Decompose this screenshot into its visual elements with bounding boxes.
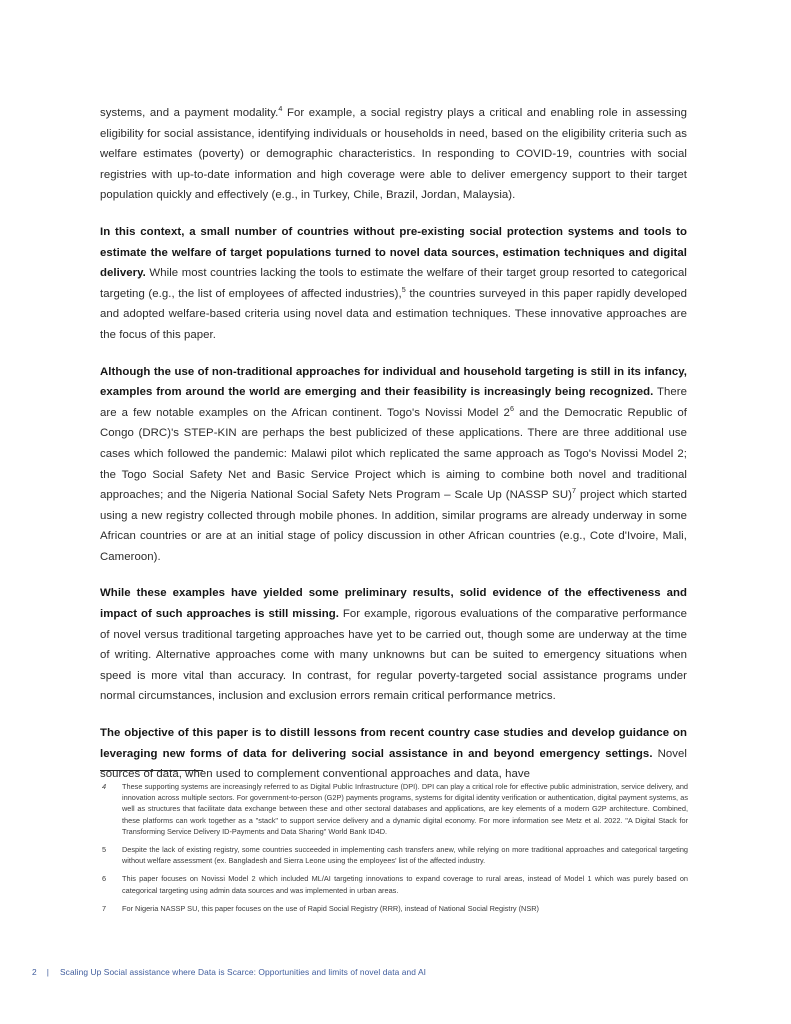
paragraph-2-text: the countries surveyed in this paper rapidly developed and adopted welfare-based criteria using novel data and estimation techniques. These innovative approaches are the focus of this paper.	[100, 287, 687, 341]
paragraph-1-text-pre: systems, and a payment modality.	[100, 107, 279, 119]
footer-separator: |	[46, 967, 50, 977]
footnote-number: 7	[102, 903, 107, 913]
paragraph-1	[100, 103, 687, 206]
paragraph-3-text-end: project which started using a new registry collected through mobile phones. In addition, similar programs are already underway in some African countries or are at an initial stage of policy discussion in other African countries (e.g., Cote d'Ivoire, Mali, Cameroon).	[100, 489, 687, 563]
page-footer	[32, 967, 426, 977]
page-number: 2	[32, 967, 37, 977]
paragraph-1-text: For example, a social registry plays a critical and enabling role in assessing eligibility for social assistance, identifying individuals or households in need, based on the eligibility criteria such as welfare estimates (poverty) or demographic characteristics. In responding to COVID-19, countries with social registries with up-to-date information and high coverage were able to deliver emergency support to their target population quickly and effectively (e.g., in Turkey, Chile, Brazil, Jordan, Malaysia).	[100, 107, 687, 202]
footnote-text: Despite the lack of existing registry, some countries succeeded in implementing cash transfers anew, while relying on more traditional approaches and categorical targeting without welfare assessment (ex. Bangladesh and Sierra Leone using the employees' list of the affected industry.	[122, 845, 688, 866]
footnote-marker-7: 7	[571, 486, 577, 496]
paragraph-5	[100, 723, 687, 785]
paragraph-4-lead: While these examples have yielded some preliminary results, solid evidence of the effectiveness and impact of such approaches is still missing.	[100, 587, 687, 621]
paragraph-2-lead: In this context, a small number of countries without pre-existing social protection systems and tools to estimate the welfare of target populations turned to novel data sources, estimation techniques and digital delivery.	[100, 225, 687, 280]
footnote-marker-4: 4	[278, 104, 283, 114]
footnote-text: These supporting systems are increasingly referred to as Digital Public Infrastructure (DPI). DPI can play a critical role for effective public administration, service delivery, and innovation across multiple sectors. For government-to-person (G2P) payments programs, systems for digital identity verification or authentication, digital payment systems, as well as structures that facilitate data exchange between these and other sectoral databases and applications, are key elements of a modern G2P architecture. Combined, these platforms can work together as a "stack" to support service delivery and a dynamic digital economy. For more information see Metz et al. 2022. "A Digital Stack for Transforming Service Delivery ID-Payments and Data Sharing" World Bank ID4D.	[122, 782, 688, 836]
footnote-marker-6: 6	[509, 403, 515, 413]
footnote-item	[100, 781, 688, 837]
footer-title: Scaling Up Social assistance where Data is Scarce: Opportunities and limits of novel data and AI	[60, 967, 427, 977]
paragraph-5-lead: The objective of this paper is to distill lessons from recent country case studies and develop guidance on leveraging new forms of data for delivering social assistance in and beyond emergency settings.	[100, 727, 687, 760]
footnote-separator-rule	[100, 770, 203, 771]
footnotes-section	[100, 781, 688, 921]
paragraph-3	[100, 362, 687, 568]
paragraph-3-text-pre: There are a few notable examples on the African continent. Togo's Novissi Model 2	[100, 386, 687, 419]
paragraph-4	[100, 583, 687, 707]
paragraph-2	[100, 222, 687, 346]
paragraph-3-lead: Although the use of non-traditional approaches for individual and household targeting is still in its infancy, examples from around the world are emerging and their feasibility is increasingly being recognized.	[100, 365, 687, 399]
footnote-number: 4	[102, 782, 107, 791]
footnote-number: 6	[102, 874, 107, 884]
paragraph-2-text-pre: While most countries lacking the tools to estimate the welfare of their target group resorted to categorical targeting (e.g., the list of employees of affected industries),	[100, 267, 687, 300]
footnote-item	[100, 844, 688, 866]
paragraph-3-text-mid: and the Democratic Republic of Congo (DRC)'s STEP-KIN are perhaps the best publicized of these applications. There are three additional use cases which followed the pandemic: Malawi pilot which replicated the same approach as Togo's Novissi Model 2; the Togo Social Safety Net and Basic Service Project which is aiming to combine both novel and traditional approaches; and the Nigeria National Social Safety Nets Program – Scale Up (NASSP SU)	[100, 406, 687, 502]
footnote-marker-5: 5	[401, 284, 406, 294]
paragraph-5-text: Novel sources of data, when used to complement conventional approaches and data, have	[100, 747, 687, 781]
footnote-text: For Nigeria NASSP SU, this paper focuses on the use of Rapid Social Registry (RRR), instead of National Social Registry (NSR)	[122, 903, 539, 913]
paragraph-4-text: For example, rigorous evaluations of the comparative performance of novel versus traditional targeting approaches have yet to be carried out, though some are underway at the time of writing. Alternative approaches come with many unknowns but can be suited to emergency situations when speed is more vital than accuracy. In contrast, for regular poverty-targeted social assistance programs under normal circumstances, inclusion and exclusion errors remain critical performance metrics.	[100, 608, 687, 703]
body-content	[100, 103, 687, 785]
footnote-number: 5	[102, 845, 107, 855]
footnote-text: This paper focuses on Novissi Model 2 which included ML/AI targeting innovations to expand coverage to rural areas, instead of Model 1 which was purely based on categorical targeting using admin data sources and was implemented in urban areas.	[122, 874, 688, 895]
footnote-item	[100, 873, 688, 895]
footnote-item	[100, 903, 688, 914]
